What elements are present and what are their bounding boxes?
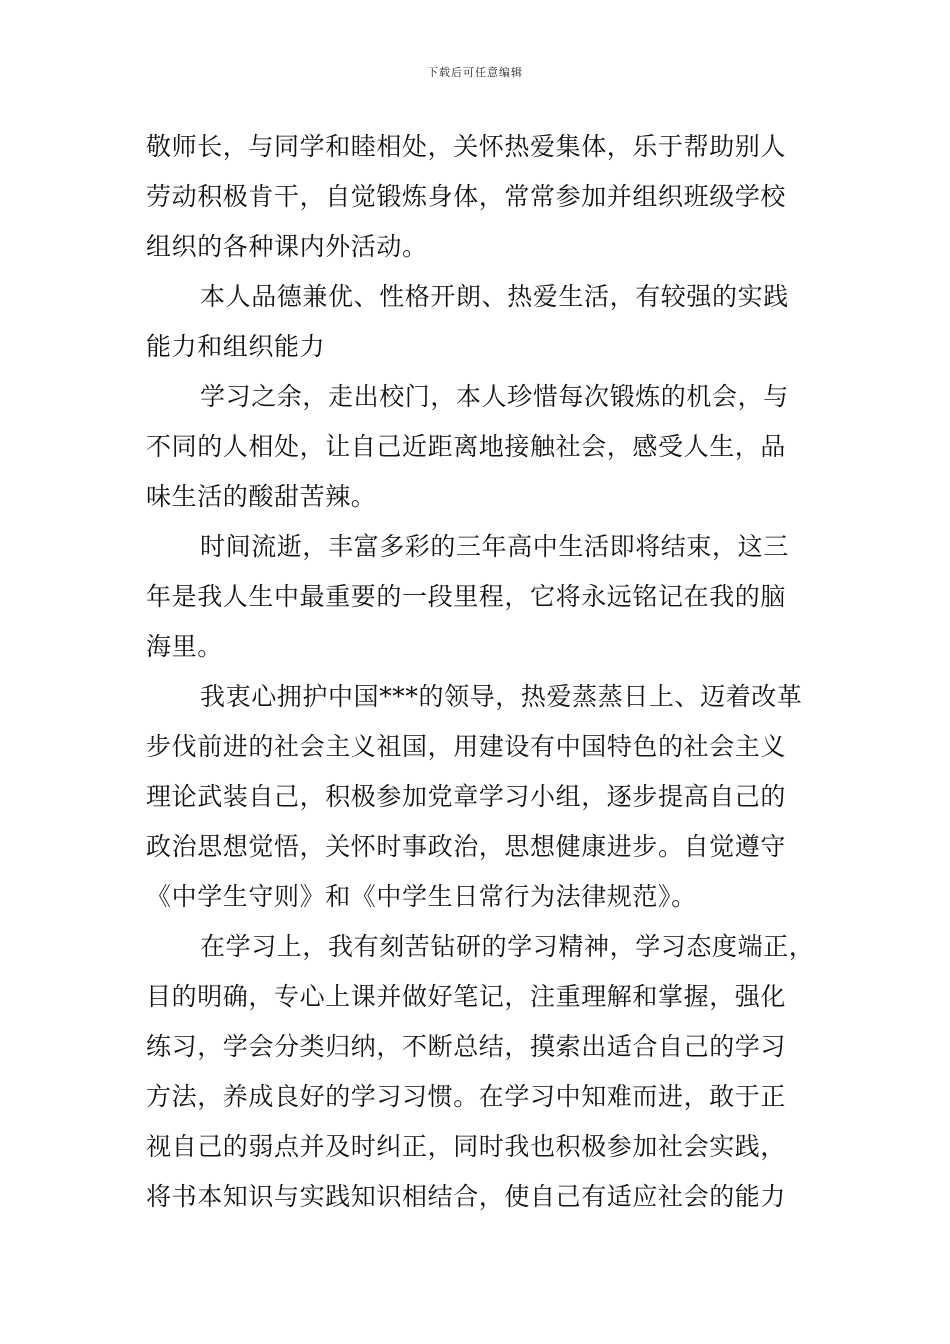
text-line: 将书本知识与实践知识相结合，使自己有适应社会的能力 [146,1182,787,1211]
text-line: 视自己的弱点并及时纠正，同时我也积极参加社会实践， [146,1132,787,1161]
paragraph-first-line: 时间流逝，丰富多彩的三年高中生活即将结束，这三 [200,532,789,561]
text-line: 味生活的酸甜苦辣。 [146,482,377,511]
text-line: 步伐前进的社会主义祖国，用建设有中国特色的社会主义 [146,732,787,761]
paragraph-first-line: 本人品德兼优、性格开朗、热爱生活，有较强的实践 [200,282,789,311]
text-line: 能力和组织能力 [146,332,326,361]
text-line: 敬师长，与同学和睦相处，关怀热爱集体，乐于帮助别人 [146,132,787,161]
paragraph-first-line: 学习之余，走出校门，本人珍惜每次锻炼的机会，与 [200,382,789,411]
text-line: 年是我人生中最重要的一段里程，它将永远铭记在我的脑 [146,582,787,611]
paragraph-first-line: 在学习上，我有刻苦钻研的学习精神，学习态度端正， [200,932,815,961]
text-line: 《中学生守则》和《中学生日常行为法律规范》。 [146,882,697,911]
page-header-note: 下载后可任意编辑 [427,66,523,79]
text-line: 练习，学会分类归纳，不断总结，摸索出适合自己的学习 [146,1032,787,1061]
text-line: 理论武装自己，积极参加党章学习小组，逐步提高自己的 [146,782,787,811]
text-line: 劳动积极肯干，自觉锻炼身体，常常参加并组织班级学校 [146,182,787,211]
text-line: 政治思想觉悟，关怀时事政治，思想健康进步。自觉遵守 [146,832,787,861]
paragraph-first-line: 我衷心拥护中国***的领导，热爱蒸蒸日上、迈着改革 [200,682,803,711]
text-line: 海里。 [146,632,223,661]
text-line: 目的明确，专心上课并做好笔记，注重理解和掌握，强化 [146,982,787,1011]
text-line: 不同的人相处，让自己近距离地接触社会，感受人生，品 [146,432,787,461]
text-line: 组织的各种课内外活动。 [146,232,428,261]
text-line: 方法，养成良好的学习习惯。在学习中知难而进，敢于正 [146,1082,787,1111]
